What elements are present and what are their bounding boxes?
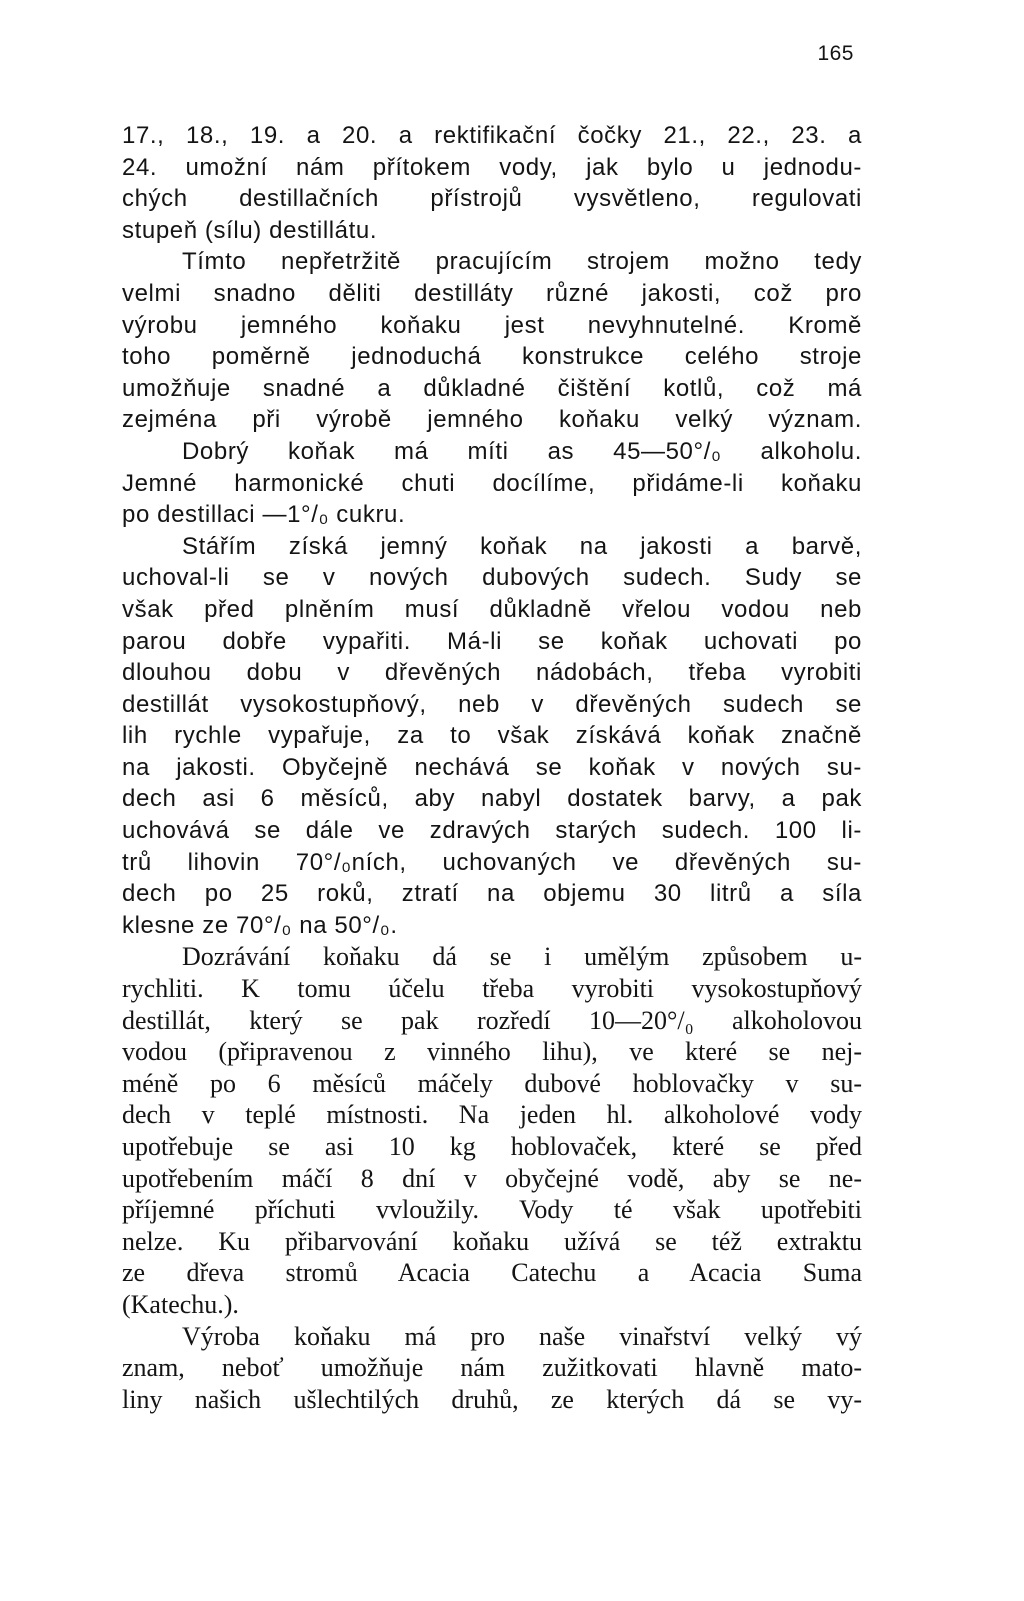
text-line: destillát vysokostupňový, neb v dřevěných sudech se [122,690,862,718]
text-line: (Katechu.). [122,1289,239,1319]
text-line: uchoval-li se v nových dubových sudech. Sudy se [122,564,862,592]
text-line: klesne ze 70°/₀ na 50°/₀. [122,911,398,939]
text-line: znam, neboť umožňuje nám zužitkovati hlavně mato- [122,1353,862,1383]
text-line: dech v teplé místnosti. Na jeden hl. alkoholové vody [122,1100,862,1130]
text-line: chých destillačních přístrojů vysvětleno, regulovati [122,185,862,213]
text-line: Dobrý koňak má míti as 45—50°/₀ alkoholu. [182,437,862,465]
text-line: uchovává se dále ve zdravých starých sudech. 100 li- [122,817,862,845]
text-line: rychliti. K tomu účelu třeba vyrobiti vysokostupňový [122,974,862,1004]
text-line: dech asi 6 měsíců, aby nabyl dostatek barvy, a pak [122,785,862,813]
text-line: liny našich ušlechtilých druhů, ze kterých dá se vy- [122,1384,862,1414]
text-line: upotřebením máčí 8 dní v obyčejné vodě, aby se ne- [122,1163,862,1193]
text-line: vodou (připravenou z vinného lihu), ve které se nej- [122,1037,862,1067]
text-line: velmi snadno děliti destilláty různé jakosti, což pro [122,279,862,307]
text-line: Tímto nepřetržitě pracujícím strojem možno tedy [182,248,862,276]
body-text [122,120,862,1415]
text-line: výrobu jemného koňaku jest nevyhnutelné. Kromě [122,311,862,339]
text-line: méně po 6 měsíců máčely dubové hoblovačky v su- [122,1068,862,1098]
text-line: 17., 18., 19. a 20. a rektifikační čočky 21., 22., 23. a [122,122,862,149]
text-line: 24. umožní nám přítokem vody, jak bylo u jednodu- [122,153,862,181]
text-line: Dozrávání koňaku dá se i umělým způsobem u- [182,942,862,972]
text-line: dlouhou dobu v dřevěných nádobách, třeba vyrobiti [122,659,862,687]
text-line: parou dobře vypařiti. Má-li se koňak uchovati po [122,627,862,655]
text-line: Výroba koňaku má pro naše vinařství velký vý [182,1321,862,1351]
page-number: 165 [817,42,854,65]
text-line: ze dřeva stromů Acacia Catechu a Acacia Suma [122,1258,862,1288]
text-line: na jakosti. Obyčejně nechává se koňak v nových su- [122,753,862,781]
text-line: příjemné příchuti vvloužily. Vody té však upotřebiti [122,1195,862,1225]
text-line: nelze. Ku přibarvování koňaku užívá se též extraktu [122,1226,862,1256]
text-line: zejména při výrobě jemného koňaku velký význam. [122,406,862,434]
text-line: umožňuje snadné a důkladné čištění kotlů, což má [122,374,862,402]
text-line: po destillaci —1°/₀ cukru. [122,501,406,529]
text-line: však před plněním musí důkladně vřelou vodou neb [122,595,862,623]
text-line: lih rychle vypařuje, za to však získává koňak značně [122,722,862,750]
text-line: stupeň (sílu) destillátu. [122,216,378,244]
text-line: upotřebuje se asi 10 kg hoblovaček, které se před [122,1132,862,1161]
text-line: toho poměrně jednoduchá konstrukce celého stroje [122,343,862,371]
text-line: trů lihovin 70°/₀ních, uchovaných ve dřevěných su- [122,848,862,876]
text-line: Stářím získá jemný koňak na jakosti a barvě, [182,532,862,560]
text-line: dech po 25 roků, ztratí na objemu 30 litrů a síla [122,880,862,908]
text-line: Jemné harmonické chuti docílíme, přidáme-li koňaku [122,469,862,497]
text-line: destillát, který se pak rozředí 10—20°/₀ alkoholovou [122,1005,862,1035]
